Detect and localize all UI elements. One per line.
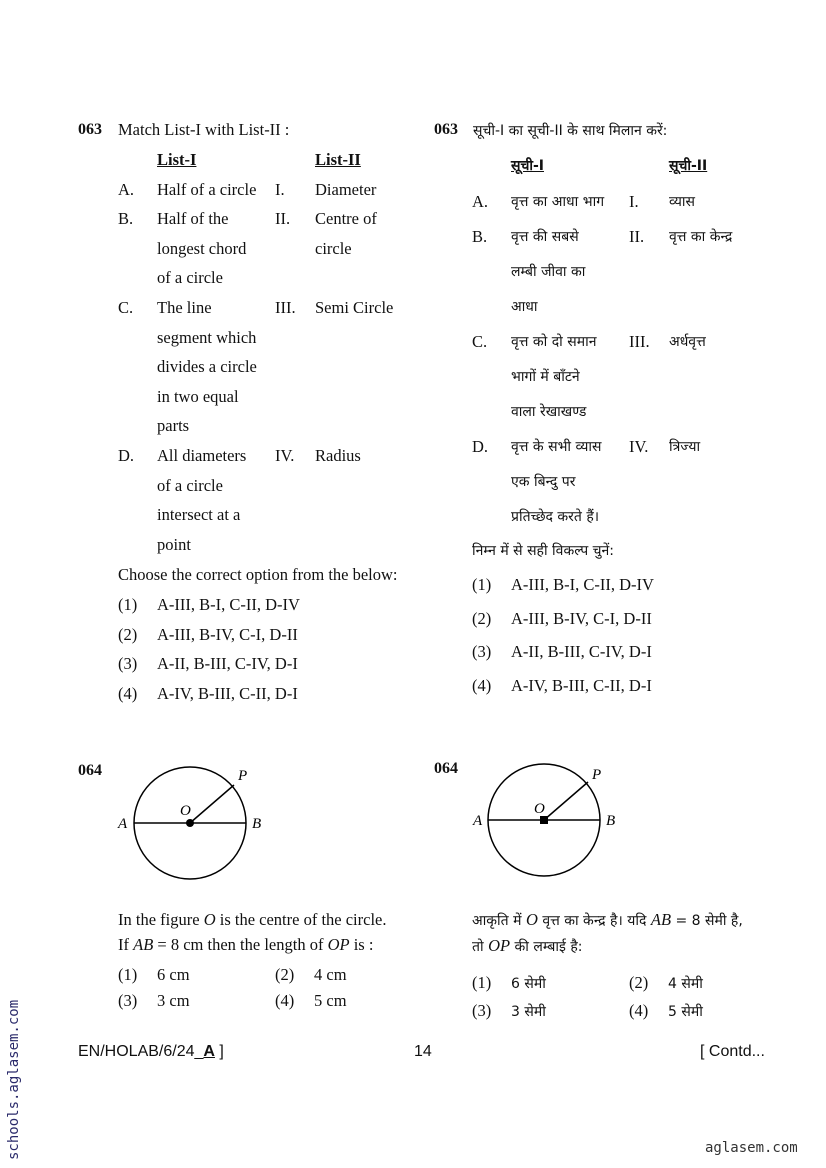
option-number: (1) (472, 973, 492, 992)
option-number: (1) (118, 595, 138, 614)
label-a: A (118, 816, 128, 832)
text-part: की लम्बाई है: (510, 939, 583, 955)
list1-item-line: भागों में बाँटने (511, 369, 580, 385)
text-part: वृत्त का केन्द्र है। यदि (537, 913, 651, 929)
list2-item-line: Radius (315, 446, 361, 465)
segment-op: OP (327, 935, 350, 954)
option-text: A-II, B-III, C-IV, D-I (511, 642, 652, 661)
centre-dot (186, 819, 194, 827)
list1-item-line: divides a circle (157, 357, 257, 377)
q64-hi-line1 (472, 910, 743, 930)
q64-hi-number: 064 (434, 760, 458, 777)
option-text: A-IV, B-III, C-II, D-I (511, 675, 652, 695)
paper-code (78, 1043, 224, 1061)
row-letter: B. (472, 227, 488, 246)
list1-item-line: All diameters (157, 446, 247, 465)
q63-en-prompt: Match List-I with List-II : (118, 120, 290, 139)
option-number: (1) (472, 575, 492, 594)
q63-hi-list1-header: सूची-I (511, 158, 544, 174)
list1-item-line: segment which (157, 327, 257, 347)
option-number: (2) (275, 965, 295, 984)
option-text: 5 सेमी (668, 1004, 703, 1020)
q63-hi-list2-header: सूची-II (669, 158, 708, 174)
q63-en-list2-header: List-II (315, 150, 361, 169)
row-letter: D. (118, 446, 135, 465)
list1-item-line: वाला रेखाखण्ड (511, 404, 587, 420)
row-roman: III. (275, 298, 296, 317)
list2-item-line: वृत्त का केन्द्र (669, 229, 733, 245)
list1-item-line: लम्बी जीवा का (511, 264, 586, 280)
list2-item-line: circle (315, 238, 352, 258)
q63-hi-prompt: सूची-I का सूची-II के साथ मिलान करें: (473, 123, 668, 139)
label-a: A (473, 813, 483, 829)
row-roman: IV. (275, 446, 295, 465)
list2-item-line: अर्धवृत्त (669, 334, 706, 350)
list2-item-line: Diameter (315, 180, 377, 199)
q63-en-choose: Choose the correct option from the below: (118, 565, 398, 584)
option-text: 3 सेमी (511, 1004, 546, 1020)
page-number: 14 (414, 1043, 432, 1060)
list1-item-line: Half of a circle (157, 180, 257, 199)
q63-en-list1-header: List-I (157, 150, 197, 169)
segment-op: OP (488, 936, 511, 955)
paper-code-suffix: ] (214, 1043, 224, 1060)
list1-item-line: वृत्त के सभी व्यास (511, 439, 602, 455)
list1-item-line: वृत्त को दो समान (511, 334, 597, 350)
list1-item-line: of a circle (157, 475, 223, 495)
option-number: (3) (118, 654, 138, 673)
row-letter: C. (472, 332, 488, 351)
paper-code-prefix: EN/HOLAB/6/24_ (78, 1043, 204, 1060)
paper-set-letter: A (203, 1043, 215, 1060)
q63-hi-number: 063 (434, 121, 458, 138)
list1-item-line: point (157, 534, 191, 554)
label-p: P (592, 767, 602, 783)
option-text: 6 सेमी (511, 976, 546, 992)
text-part: is : (349, 935, 374, 954)
option-text: 3 cm (157, 991, 190, 1010)
list1-item-line: प्रतिच्छेद करते हैं। (511, 509, 600, 525)
option-text: 4 cm (314, 965, 347, 984)
row-roman: II. (629, 227, 645, 246)
label-p: P (238, 768, 248, 784)
option-number: (3) (118, 991, 138, 1010)
option-number: (4) (275, 991, 295, 1010)
option-number: (2) (118, 624, 138, 644)
q63-hi-choose: निम्न में से सही विकल्प चुनें: (472, 543, 614, 559)
label-b: B (606, 813, 616, 829)
list1-item-line: एक बिन्दु पर (511, 474, 576, 490)
list1-item-line: Half of the (157, 209, 229, 228)
list1-item-line: आधा (511, 299, 538, 315)
list1-item-line: intersect at a (157, 505, 241, 525)
option-text: A-III, B-I, C-II, D-IV (157, 595, 300, 614)
row-letter: A. (118, 180, 135, 199)
option-number: (2) (472, 608, 492, 628)
label-o: O (180, 803, 191, 819)
option-number: (3) (472, 1001, 492, 1020)
option-text: 6 cm (157, 965, 190, 984)
option-text: 5 cm (314, 991, 347, 1010)
row-roman: I. (275, 180, 285, 199)
contd-label: [ Contd... (700, 1043, 765, 1060)
row-roman: II. (275, 209, 291, 228)
side-watermark: schools.aglasem.com (6, 999, 22, 1160)
text-part: = 8 cm then the length of (153, 935, 328, 954)
segment-ab: AB (650, 910, 672, 929)
text-part: In the figure (118, 910, 204, 929)
bottom-watermark: aglasem.com (705, 1140, 798, 1156)
option-number: (4) (118, 683, 138, 703)
q64-en-line2 (118, 935, 373, 955)
text-part: is the centre of the circle. (215, 910, 387, 929)
text-part: तो (472, 939, 489, 955)
option-text: A-III, B-IV, C-I, D-II (157, 624, 298, 644)
text-part: = 8 सेमी है, (671, 913, 743, 929)
q63-en-number: 063 (78, 121, 102, 138)
list1-item-line: longest chord (157, 238, 247, 258)
list1-item-line: The line (157, 298, 212, 317)
option-number: (1) (118, 965, 138, 984)
option-text: 4 सेमी (668, 976, 703, 992)
list2-item-line: व्यास (669, 194, 695, 210)
row-roman: IV. (629, 437, 649, 456)
row-roman: I. (629, 192, 639, 211)
point-o: O (203, 910, 216, 929)
q64-hi-line2 (472, 936, 582, 956)
segment-ab: AB (133, 935, 154, 954)
option-text: A-II, B-III, C-IV, D-I (157, 654, 298, 673)
option-number: (4) (629, 1001, 649, 1020)
option-number: (3) (472, 642, 492, 661)
list2-item-line: Centre of (315, 209, 377, 228)
radius-line (190, 785, 234, 823)
option-text: A-III, B-I, C-II, D-IV (511, 575, 654, 594)
row-letter: A. (472, 192, 489, 211)
row-letter: B. (118, 209, 134, 228)
q64-hi-circle-figure (465, 760, 645, 900)
option-number: (4) (472, 675, 492, 695)
list1-item-line: of a circle (157, 268, 223, 288)
centre-dot (540, 816, 548, 824)
option-text: A-IV, B-III, C-II, D-I (157, 683, 298, 703)
list1-item-line: parts (157, 416, 190, 436)
radius-line (544, 782, 588, 820)
list1-item-line: वृत्त का आधा भाग (511, 194, 605, 210)
text-part: If (118, 935, 134, 954)
row-letter: D. (472, 437, 489, 456)
label-o: O (534, 801, 545, 817)
label-b: B (252, 816, 262, 832)
list2-item-line: त्रिज्या (669, 439, 701, 455)
q64-en-line1 (118, 910, 386, 930)
point-o: O (525, 910, 538, 929)
q64-en-circle-figure (110, 760, 290, 900)
q64-en-number: 064 (78, 762, 102, 779)
row-letter: C. (118, 298, 134, 317)
option-number: (2) (629, 973, 649, 992)
row-roman: III. (629, 332, 650, 351)
list1-item-line: in two equal (157, 386, 239, 406)
text-part: आकृति में (472, 913, 526, 929)
list1-item-line: वृत्त की सबसे (511, 229, 579, 245)
list2-item-line: Semi Circle (315, 298, 394, 317)
option-text: A-III, B-IV, C-I, D-II (511, 608, 652, 628)
